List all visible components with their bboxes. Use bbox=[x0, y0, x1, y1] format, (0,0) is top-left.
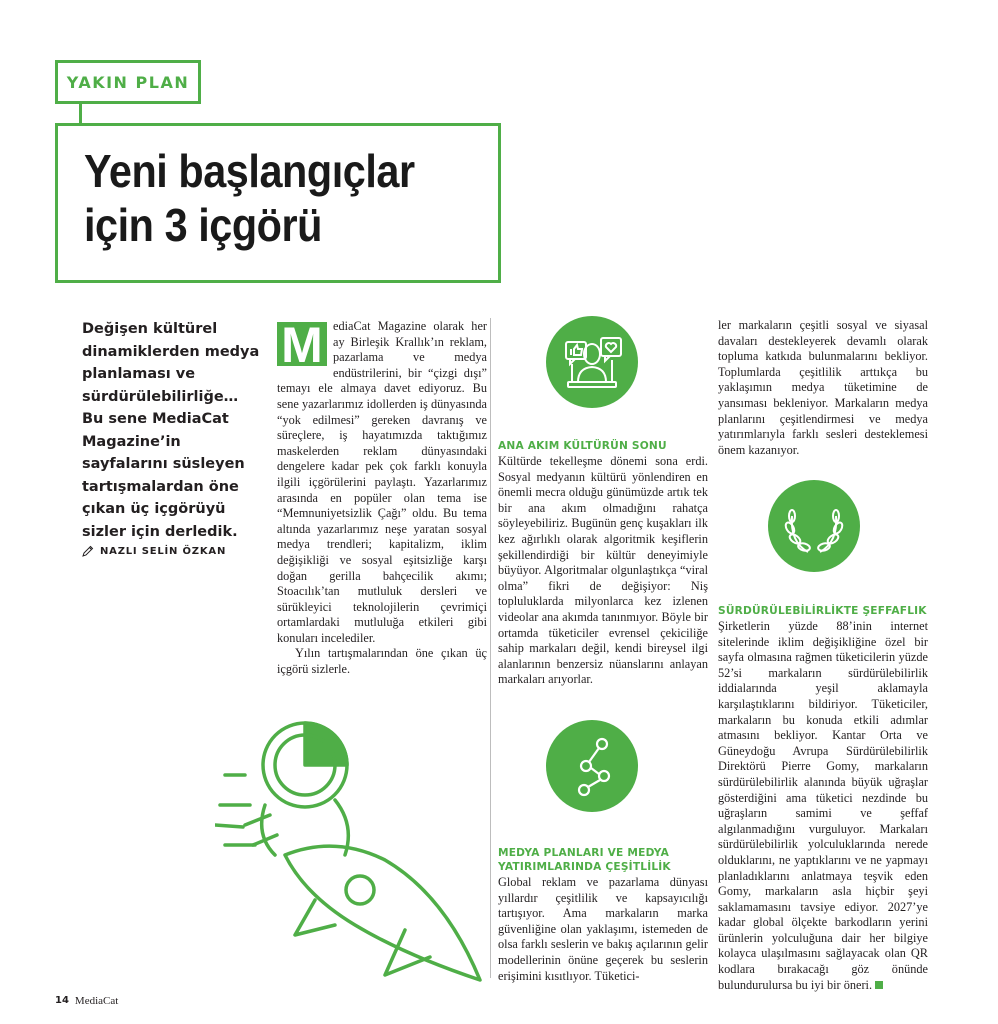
page-number: 14 bbox=[55, 995, 69, 1006]
intro-paragraph-2: Yılın tartışmalarından öne çıkan üç içgörü sizlerle. bbox=[277, 646, 487, 677]
column-divider bbox=[490, 318, 491, 978]
astronaut-rocket-illustration bbox=[215, 685, 490, 985]
section-media-diversity-continued bbox=[718, 318, 928, 458]
section-body: Kültürde tekelleşme dönemi sona erdi. Sosyal medyanın kültürü yönlendiren en önemli mecra olduğu günümüzde artık tek bir ana akım olmadığını rahatça söyleyebiliriz. Bugünün genç kuşakları ilk kez ağırlıklı olarak algoritmik keşiflerin şekillendirdiği bir kültür deneyimiyle büyüyor. Algoritmalar olgunlaştıkça “viral olma” fikri de değişiyor: Niş topluluklarda milyonlarca kez izlenen videolar ana akımda tanınmıyor. Böyle bir ortamda tüketiciler evrensel çekiciliğe sahip markaları değil, kendi bireysel ilgi alanlarının benzersiz nüanslarını anlayan markaları arıyorlar. bbox=[498, 454, 708, 687]
pencil-icon bbox=[82, 545, 94, 557]
section-sustainability bbox=[718, 604, 928, 993]
section-kicker: YAKIN PLAN bbox=[55, 60, 201, 104]
end-mark bbox=[875, 981, 883, 989]
intro-column bbox=[277, 319, 487, 678]
title-line-2: için 3 içgörü bbox=[84, 199, 323, 251]
network-nodes-icon bbox=[546, 720, 638, 812]
section-body: Global reklam ve pazarlama dünyası yıllardır çeşitlilik ve kapsayıcılığı tartışıyor. Ama markaların marka güvenliğine olan yaklaşımı, istemeden de olsa farklı seslerin ve bakış açılarının gelir modellerinin önüne geçerek bu seslerin erişimini kısıtlıyor. Tüketici- bbox=[498, 875, 708, 983]
kicker-connector bbox=[79, 104, 82, 124]
section-mainstream bbox=[498, 439, 708, 688]
section-body: Şirketlerin yüzde 88’inin internet sitelerinde iklim değişikliğine özel bir sayfa olmasına rağmen tüketicilerin yüzde 52’si markaların sürdürülebilirlik iddialarında yeşil aklamayla karşılaştıklarını bildiriyor. Tüketiciler, markaların bu konuda etkili adımlar atmasını bekliyor. Kantar Orta ve Güneydoğu Avrupa Sürdürülebilirlik Direktörü Pierre Gomy, markaların sürdürülebilirlik alanında büyük uğraşlar gösterdiğini ama tüketici nezdinde bu uğraşların samimi ve şeffaf algılanmadığını vurguluyor. Markaları sürdürülebilirlik yolculuklarında nerede olduklarını, ne yaptıklarını ve ne yapmayı planladıklarını anlatmaya teşvik eden Gomy, markaların asla hiçbir şeyi saklamamasını tavsiye ediyor. 2027’ye kadar global ölçekte barkodların yerini ürünlerin yolculuğuna dair her bilgiye kolayca ulaşılmasını sağlayacak olan QR kodlara bırakacağı göz önünde bulundurulursa bu iyi bir öneri. bbox=[718, 619, 928, 992]
section-heading: ANA AKIM KÜLTÜRÜN SONU bbox=[498, 440, 667, 452]
laurel-wreath-icon bbox=[768, 480, 860, 572]
section-heading: MEDYA PLANLARI VE MEDYA YATIRIMLARINDA ÇEŞİTLİLİK bbox=[498, 847, 671, 873]
page-footer bbox=[55, 995, 118, 1007]
drop-cap: M bbox=[277, 322, 327, 366]
influencer-laptop-icon bbox=[546, 316, 638, 408]
intro-paragraph-1: ediaCat Magazine olarak her ay Birleşik Krallık’ın reklam, pazarlama ve medya endüstrilerini, bir “çizgi dışı” temayı ele almaya davet ediyoruz. Bu sene yazarlarımız idollerden iş dünyasında “yok edilmesi” gereken davranış ve süreçlere, iş hayatımızda taktığımız maskelerden reklam dünyasındaki dengelere kadar pek çok farklı konuyla ilgili içgörülerini paylaştı. Yazarlarımız arasında en popüler olan tema ise “Memnuniyetsizlik Çağı” oldu. Bu tema altında yazarlarımız neşe yaratan sosyal medya trendleri; kapitalizm, iklim değişikliği ve sosyal eşitsizliğe karşı doğan gerilla bahçecilik akımı; Stoacılık’tan mutluluk dersleri ve sürükleyici teknolojilerin çevrimiçi ortamlardaki mutluluğa etkileri gibi konuları incelediler. bbox=[277, 319, 487, 645]
section-media-diversity bbox=[498, 846, 708, 984]
section-body-continued: ler markaların çeşitli sosyal ve siyasal davaları destekleyerek devamlı olarak topluma katkıda bulunmalarını bekliyor. Toplumlarda çeşitlilik arttıkça bu yaklaşımın medya tüketimine de yansıması bekleniyor. Markaların medya planlarını çeşitlendirmesi ve medya yatırımlarıyla farklı sesleri desteklemesi önem kazanıyor. bbox=[718, 318, 928, 457]
author-name: NAZLI SELİN ÖZKAN bbox=[100, 545, 227, 557]
byline bbox=[82, 545, 226, 557]
lead-paragraph: Değişen kültürel dinamiklerden medya planlaması ve sürdürülebilirliğe… Bu sene MediaCat Magazine’in sayfalarını süsleyen tartışmalardan öne çıkan üç içgörüyü sizler için derledik. bbox=[82, 321, 260, 540]
section-heading: SÜRDÜRÜLEBİLİRLİKTE ŞEFFAFLIK bbox=[718, 605, 927, 617]
title-box bbox=[55, 123, 501, 283]
page-title bbox=[84, 144, 415, 252]
title-line-1: Yeni başlangıçlar bbox=[84, 145, 415, 197]
publication-name: MediaCat bbox=[74, 995, 119, 1007]
